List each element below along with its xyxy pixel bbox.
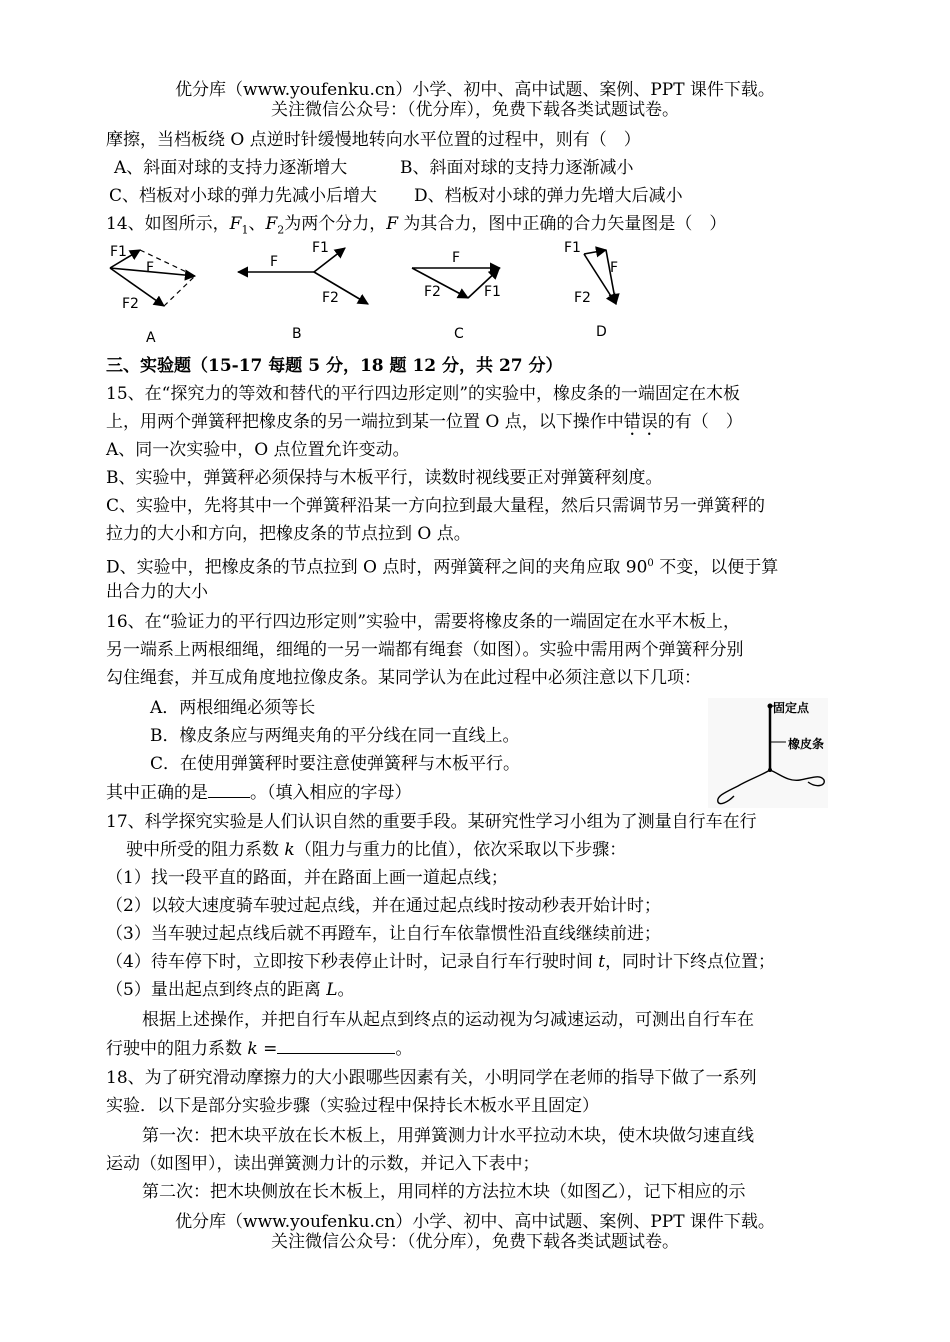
q17-para-k: k bbox=[247, 1039, 258, 1059]
header-line-1: 优分库（www.youfenku.cn）小学、初中、高中试题、案例、PPT 课件下载。 bbox=[175, 80, 775, 100]
q16-answer-blank[interactable] bbox=[208, 781, 250, 798]
q13-stem: 摩擦，当档板绕 O 点逆时针缓慢地转向水平位置的过程中，则有（ ） bbox=[106, 130, 641, 150]
figure-b bbox=[238, 240, 368, 342]
figure-d-f2-label: F2 bbox=[574, 290, 591, 306]
q14-sep: 、 bbox=[248, 214, 266, 234]
q17-step-5-b: 。 bbox=[337, 980, 355, 1000]
q16-line-3: 勾住绳套，并互成角度地拉像皮条。某同学认为在此过程中必须注意以下几项： bbox=[106, 668, 701, 688]
figure-c-f-label: F bbox=[452, 250, 461, 266]
figure-b-f-label: F bbox=[270, 254, 279, 270]
q17-step-4-b: ，同时计下终点位置； bbox=[605, 952, 776, 972]
q17-k: k bbox=[284, 840, 295, 860]
q17-paragraph-1: 根据上述操作，并把自行车从起点到终点的运动视为匀减速运动，可测出自行车在 bbox=[142, 1010, 754, 1030]
q17-step-3: （3）当车驶过起点线后就不再蹬车，让自行车依靠惯性沿直线继续前进； bbox=[106, 924, 661, 944]
figure-d-f1-arrow bbox=[584, 250, 606, 254]
q14-tail: 为其合力，图中正确的合力矢量图是（ ） bbox=[398, 214, 727, 234]
q13-option-c: C、档板对小球的弹力先减小后增大 bbox=[109, 186, 378, 206]
q16-line-1: 16、在“验证力的平行四边形定则”实验中，需要将橡皮条的一端固定在水平木板上， bbox=[106, 612, 741, 632]
fixed-point-label: 固定点 bbox=[773, 701, 810, 715]
q18-line-2: 实验．以下是部分实验步骤（实验过程中保持长木板水平且固定） bbox=[106, 1096, 599, 1116]
figure-d-f-label: F bbox=[610, 260, 619, 276]
q14-prefix: 14、如图所示， bbox=[106, 214, 230, 234]
q17-para-2-a: 行驶中的阻力系数 bbox=[106, 1039, 248, 1059]
q15-option-c-1: C、实验中，先将其中一个弹簧秤沿某一方向拉到最大量程，然后只需调节另一弹簧秤的 bbox=[106, 496, 766, 516]
figure-b-caption: B bbox=[292, 326, 302, 342]
q14-F1: F bbox=[229, 214, 242, 234]
q14-mid: 为两个分力， bbox=[284, 214, 387, 234]
figure-c-f1-label: F1 bbox=[484, 284, 501, 300]
q16-item-c: C．在使用弹簧秤时要注意使弹簧秤与木板平行。 bbox=[150, 754, 521, 774]
figure-d-f1-label: F1 bbox=[564, 240, 581, 256]
figure-c-f2-label: F2 bbox=[424, 284, 441, 300]
q15-emphasis-2: 误 bbox=[640, 412, 658, 432]
q17-line-1: 17、科学探究实验是人们认识自然的重要手段。某研究性学习小组为了测量自行车在行 bbox=[106, 812, 757, 832]
q17-step-4-a: （4）待车停下时，立即按下秒表停止计时，记录自行车行驶时间 bbox=[106, 952, 599, 972]
figure-b-f1-label: F1 bbox=[312, 240, 329, 256]
q15-line-2-a: 上，用两个弹簧秤把橡皮条的另一端拉到某一位置 O 点，以下操作中 bbox=[106, 412, 624, 432]
figure-a-f-label: F bbox=[146, 260, 155, 276]
q13-option-b: B、斜面对球的支持力逐渐减小 bbox=[400, 158, 634, 178]
q17-para-2-b: 。 bbox=[395, 1039, 413, 1059]
figure-c bbox=[412, 250, 501, 342]
figure-a-f2-label: F2 bbox=[122, 296, 139, 312]
left-knot bbox=[768, 768, 772, 772]
q14-F2-sub: 2 bbox=[277, 223, 285, 237]
figure-c-caption: C bbox=[454, 326, 464, 342]
q15-line-2-b: 的有（ ） bbox=[657, 412, 743, 432]
q17-step-2: （2）以较大速度骑车驶过起点线，并在通过起点线时按动秒表开始计时； bbox=[106, 896, 661, 916]
figure-a bbox=[110, 244, 195, 346]
figure-d bbox=[564, 240, 618, 340]
q14-F2: F bbox=[265, 214, 278, 234]
rubber-band-label: 橡皮条 bbox=[788, 737, 825, 751]
q16-answer-line bbox=[106, 781, 412, 804]
q17-step-5 bbox=[106, 979, 355, 1001]
q15-option-d-a: D、实验中，把橡皮条的节点拉到 O 点时，两弹簧秤之间的夹角应取 90 bbox=[106, 557, 648, 578]
figure-a-dashed-2 bbox=[164, 276, 195, 306]
q17-line-2 bbox=[126, 839, 626, 861]
figure-a-caption: A bbox=[146, 330, 156, 346]
figure-a-f1-label: F1 bbox=[110, 244, 127, 260]
figure-d-caption: D bbox=[596, 324, 607, 340]
q17-step-4 bbox=[106, 951, 775, 973]
q14-F1-sub: 1 bbox=[241, 223, 249, 237]
q18-line-4: 运动（如图甲），读出弹簧测力计的示数，并记入下表中； bbox=[106, 1154, 540, 1174]
q17-paragraph-2 bbox=[106, 1037, 412, 1060]
q18-line-1: 18、为了研究滑动摩擦力的大小跟哪些因素有关，小明同学在老师的指导下做了一系列 bbox=[106, 1068, 757, 1088]
q15-option-b: B、实验中，弹簧秤必须保持与木板平行，读数时视线要正对弹簧秤刻度。 bbox=[106, 468, 663, 488]
figure-b-f2-label: F2 bbox=[322, 290, 339, 306]
q17-step-5-a: （5）量出起点到终点的距离 bbox=[106, 980, 327, 1000]
q17-answer-blank[interactable] bbox=[277, 1037, 395, 1054]
q16-item-b: B．橡皮条应与两绳夹角的平分线在同一直线上。 bbox=[150, 726, 520, 746]
q18-line-3: 第一次：把木块平放在长木板上，用弹簧测力计水平拉动木块，使木块做匀速直线 bbox=[142, 1126, 754, 1146]
q17-line-2-b: （阻力与重力的比值），依次采取以下步骤： bbox=[294, 840, 627, 860]
header-line-2: 关注微信公众号：（优分库），免费下载各类试题试卷。 bbox=[271, 100, 679, 120]
q17-t: t bbox=[598, 952, 606, 972]
q15-option-c-2: 拉力的大小和方向，把橡皮条的节点拉到 O 点。 bbox=[106, 524, 471, 544]
q14-vector-figures bbox=[100, 238, 840, 348]
q18-line-5: 第二次：把木块侧放在长木板上，用同样的方法拉木块（如图乙），记下相应的示 bbox=[142, 1182, 746, 1202]
footer-line-1: 优分库（www.youfenku.cn）小学、初中、高中试题、案例、PPT 课件下载。 bbox=[175, 1212, 775, 1232]
q16-line-2: 另一端系上两根细绳，细绳的一另一端都有绳套（如图）。实验中需用两个弹簧秤分别 bbox=[106, 640, 744, 660]
q15-emphasis-1: 错 bbox=[623, 412, 641, 432]
footer-line-2: 关注微信公众号：（优分库），免费下载各类试题试卷。 bbox=[271, 1232, 679, 1252]
q13-option-a: A、斜面对球的支持力逐渐增大 bbox=[114, 158, 348, 178]
q13-option-d: D、档板对小球的弹力先增大后减小 bbox=[414, 186, 683, 206]
q15-option-a: A、同一次实验中，O 点位置允许变动。 bbox=[106, 440, 410, 460]
q17-L: L bbox=[326, 980, 338, 1000]
q15-option-d-b: 不变，以便于算 bbox=[653, 557, 779, 578]
q15-line-2 bbox=[106, 411, 743, 433]
q17-para-eq: = bbox=[257, 1039, 278, 1059]
q14-F: F bbox=[386, 214, 399, 234]
q15-option-d-2: 出合力的大小 bbox=[106, 582, 208, 602]
q15-option-d-sup: 0 bbox=[647, 558, 654, 569]
q16-answer-a: 其中正确的是 bbox=[106, 783, 208, 803]
section-3-title: 三、实验题（15-17 每题 5 分，18 题 12 分，共 27 分） bbox=[106, 356, 563, 376]
q17-line-2-a: 驶中所受的阻力系数 bbox=[126, 840, 285, 860]
q17-step-1: （1）找一段平直的路面，并在路面上画一道起点线； bbox=[106, 868, 508, 888]
q15-option-d-1 bbox=[106, 553, 778, 579]
q16-answer-b: 。（填入相应的字母） bbox=[250, 783, 412, 803]
q15-line-1: 15、在“探究力的等效和替代的平行四边形定则”的实验中，橡皮条的一端固定在木板 bbox=[106, 384, 741, 404]
q16-item-a: A．两根细绳必须等长 bbox=[150, 698, 316, 718]
